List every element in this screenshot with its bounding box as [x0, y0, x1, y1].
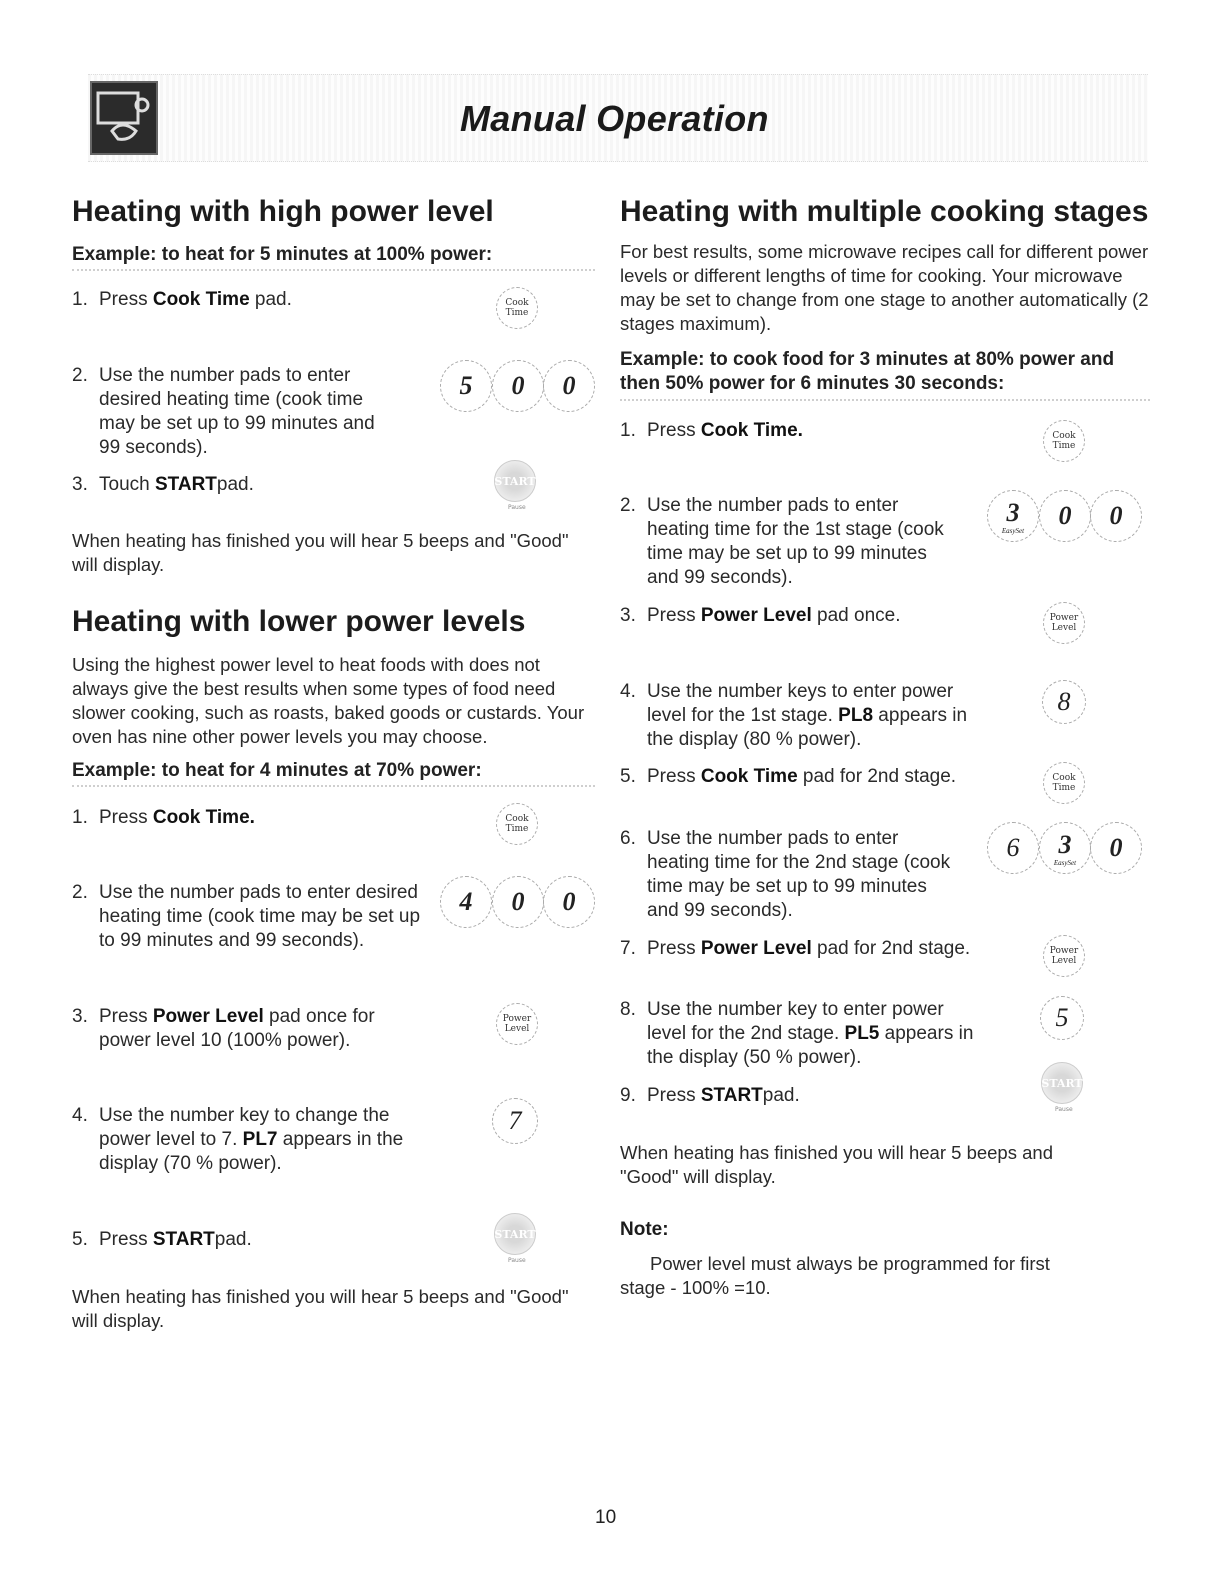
number-3-pad-icon: 3 EasySet: [1039, 822, 1091, 874]
note-title: Note:: [620, 1219, 669, 1240]
step-1: 1. Press Cook Time pad.: [72, 289, 292, 310]
number-0-pad-icon: 0: [1039, 490, 1091, 542]
cook-time-pad-icon: Cook Time: [496, 287, 538, 329]
step-1: 1. Press Cook Time.: [620, 420, 803, 441]
microwave-cooking-icon: [90, 81, 158, 155]
step-3: 3. Touch STARTpad.: [72, 474, 254, 495]
step-4: 4. Use the number key to change the power level to 7. PL7 appears in the display (70 % power).: [72, 1105, 404, 1174]
number-0-pad-icon: 0: [1090, 822, 1142, 874]
step-9: 9. Press STARTpad.: [620, 1085, 800, 1106]
finish-text: When heating has finished you will hear 5 beeps and "Good" will display.: [620, 1142, 1053, 1187]
section-title-lower-power: Heating with lower power levels: [72, 605, 526, 638]
power-level-pad-icon: Power Level: [496, 1003, 538, 1045]
number-4-pad-icon: 4: [440, 876, 492, 928]
number-5-pad-icon: 5: [1040, 996, 1084, 1040]
cook-time-pad-icon: Cook Time: [1043, 762, 1085, 804]
number-0-pad-icon: 0: [1090, 490, 1142, 542]
step-3: 3. Press Power Level pad once.: [620, 605, 901, 626]
section-title-multiple-stages: Heating with multiple cooking stages: [620, 195, 1149, 228]
number-5-pad-icon: 5: [440, 360, 492, 412]
example-heading: Example: to cook food for 3 minutes at 80% power and then 50% power for 6 minutes 30 seconds:: [620, 348, 1150, 401]
step-3: 3. Press Power Level pad once for power level 10 (100% power).: [72, 1006, 375, 1051]
number-0-pad-icon: 0: [492, 360, 544, 412]
number-3-pad-icon: 3 EasySet: [987, 490, 1039, 542]
step-8: 8. Use the number key to enter power level for the 2nd stage. PL5 appears in the display (50 % power).: [620, 999, 974, 1068]
power-level-pad-icon: Power Level: [1043, 935, 1085, 977]
number-0-pad-icon: 0: [492, 876, 544, 928]
number-8-pad-icon: 8: [1042, 680, 1086, 724]
example-heading: Example: to heat for 4 minutes at 70% power:: [72, 760, 595, 787]
cook-time-pad-icon: Cook Time: [496, 803, 538, 845]
pause-label: Pause: [508, 504, 526, 511]
number-0-pad-icon: 0: [543, 876, 595, 928]
number-0-pad-icon: 0: [543, 360, 595, 412]
step-5: 5. Press STARTpad.: [72, 1229, 252, 1250]
pause-label: Pause: [1055, 1106, 1073, 1113]
number-7-pad-icon: 7: [492, 1098, 538, 1144]
lower-intro: Using the highest power level to heat foods with does not always give the best results when some types of food need slower cooking, such as roasts, baked goods or custards. Your oven has nine other power levels you may choose.: [72, 654, 585, 747]
step-2: 2. Use the number pads to enter desired heating time (cook time may be set up to 99 minutes and 99 seconds).: [72, 882, 421, 951]
page-title: Manual Operation: [460, 98, 769, 139]
step-1: 1. Press Cook Time.: [72, 807, 255, 828]
section-title-high-power: Heating with high power level: [72, 195, 494, 228]
start-pad-icon: START: [1041, 1062, 1083, 1104]
step-7: 7. Press Power Level pad for 2nd stage.: [620, 938, 971, 959]
finish-text: When heating has finished you will hear 5 beeps and "Good" will display.: [72, 1286, 569, 1331]
note-text: Power level must always be programmed for first stage - 100% =10.: [620, 1253, 1050, 1298]
step-2: 2. Use the number pads to enter heating time for the 1st stage (cook time may be set up to 99 minutes and 99 seconds).: [620, 495, 944, 588]
step-4: 4. Use the number keys to enter power level for the 1st stage. PL8 appears in the display (80 % power).: [620, 681, 968, 750]
example-heading: Example: to heat for 5 minutes at 100% power:: [72, 244, 595, 271]
finish-text: When heating has finished you will hear 5 beeps and "Good" will display.: [72, 530, 569, 575]
number-6-pad-icon: 6: [987, 822, 1039, 874]
start-pad-icon: START: [494, 460, 536, 502]
step-5: 5. Press Cook Time pad for 2nd stage.: [620, 766, 957, 787]
step-6: 6. Use the number pads to enter heating time for the 2nd stage (cook time may be set up to 99 minutes and 99 seconds).: [620, 828, 951, 921]
step-number: 1.: [72, 289, 88, 310]
pause-label: Pause: [508, 1257, 526, 1264]
cook-time-pad-icon: Cook Time: [1043, 420, 1085, 462]
start-pad-icon: START: [494, 1213, 536, 1255]
step-2: 2. Use the number pads to enter desired heating time (cook time may be set up to 99 minutes and 99 seconds).: [72, 365, 375, 458]
page-number: 10: [595, 1507, 617, 1528]
power-level-pad-icon: Power Level: [1043, 602, 1085, 644]
multistage-intro: For best results, some microwave recipes call for different power levels or different lengths of time for cooking. Your microwave may be set to change from one stage to another automatically (2 stages maximum).: [620, 241, 1149, 334]
